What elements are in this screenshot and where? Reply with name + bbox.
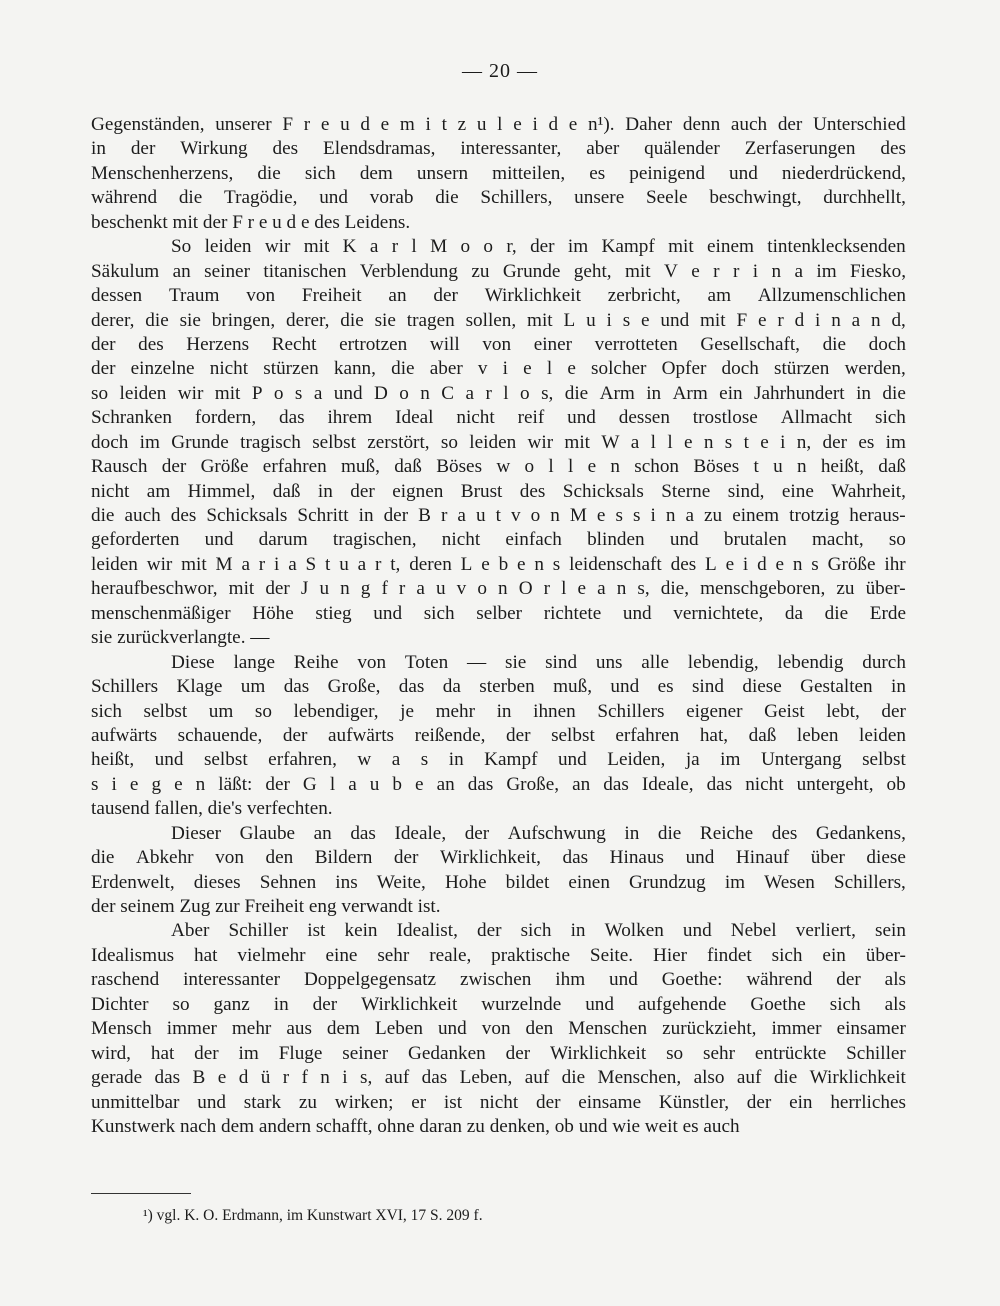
text-line: Mensch immer mehr aus dem Leben und von den Menschen zurückzieht, immer einsamer bbox=[91, 1018, 906, 1040]
text-line: nicht am Himmel, daß in der eignen Brust des Schicksals Sterne sind, eine Wahrheit, bbox=[91, 480, 906, 502]
text-line: Diese lange Reihe von Toten — sie sind uns alle lebendig, lebendig durch bbox=[171, 651, 906, 673]
text-line: beschenkt mit der F r e u d e des Leidens. bbox=[91, 211, 411, 233]
paragraph bbox=[91, 822, 906, 920]
text-line: heißt, und selbst erfahren, w a s in Kampf und Leiden, ja im Untergang selbst bbox=[91, 749, 906, 771]
text-line: in der Wirkung des Elendsdramas, interessanter, aber quälender Zerfaserungen des bbox=[91, 138, 906, 160]
text-line: Erdenwelt, dieses Sehnen ins Weite, Hohe bildet einen Grundzug im Wesen Schillers, bbox=[91, 871, 906, 893]
text-line: gerade das B e d ü r f n i s, auf das Leben, auf die Menschen, also auf die Wirklichkeit bbox=[91, 1067, 906, 1089]
text-line: Rausch der Größe erfahren muß, daß Böses w o l l e n schon Böses t u n heißt, daß bbox=[91, 456, 906, 478]
paragraph bbox=[91, 113, 906, 235]
text-line: tausend fallen, die's verfechten. bbox=[91, 798, 333, 820]
text-line: derer, die sie bringen, derer, die sie tragen sollen, mit L u i s e und mit F e r d i n a n d, bbox=[91, 309, 906, 331]
text-line: geforderten und darum tragischen, nicht einfach blinden und brutalen macht, so bbox=[91, 529, 906, 551]
text-line: Menschenherzens, die sich dem unsern mitteilen, es peinigend und niederdrückend, bbox=[91, 162, 906, 184]
text-line: doch im Grunde tragisch selbst zerstört, so leiden wir mit W a l l e n s t e i n, der es im bbox=[91, 431, 906, 453]
text-line: So leiden wir mit K a r l M o o r, der im Kampf mit einem tintenklecksenden bbox=[171, 236, 906, 258]
text-line: dessen Traum von Freiheit an der Wirklichkeit zerbricht, am Allzumenschlichen bbox=[91, 285, 906, 307]
text-line: s i e g e n läßt: der G l a u b e an das Große, an das Ideale, das nicht untergeht, ob bbox=[91, 773, 906, 795]
text-line: der seinem Zug zur Freiheit eng verwandt ist. bbox=[91, 896, 441, 917]
text-line: Aber Schiller ist kein Idealist, der sich in Wolken und Nebel verliert, sein bbox=[171, 920, 906, 942]
page-number: — 20 — bbox=[462, 60, 538, 82]
text-line: Kunstwerk nach dem andern schafft, ohne daran zu denken, ob und wie weit es auch bbox=[91, 1115, 740, 1137]
text-line: aufwärts schauende, der aufwärts reißende, der selbst erfahren hat, daß leben leiden bbox=[91, 724, 906, 746]
text-line: Schranken fordern, das ihrem Ideal nicht reif und dessen trostlose Allmacht sich bbox=[91, 407, 906, 429]
text-line: menschenmäßiger Höhe stieg und sich selber richtete und vernichtete, da die Erde bbox=[91, 602, 906, 624]
text-line: Gegenständen, unserer F r e u d e m i t z u l e i d e n¹). Daher denn auch der Unterschied bbox=[91, 114, 906, 135]
text-line: raschend interessanter Doppelgegensatz zwischen ihm und Goethe: während der als bbox=[91, 969, 906, 991]
body-text bbox=[91, 113, 906, 1139]
text-line: so leiden wir mit P o s a und D o n C a r l o s, die Arm in Arm ein Jahrhundert in die bbox=[91, 382, 906, 404]
footnote: ¹) vgl. K. O. Erdmann, im Kunstwart XVI, 17 S. 209 f. bbox=[143, 1207, 483, 1224]
text-line: sich selbst um so lebendiger, je mehr in ihnen Schillers eigener Geist lebt, der bbox=[91, 700, 906, 722]
text-line: Dichter so ganz in der Wirklichkeit wurzelnde und aufgehende Goethe sich als bbox=[91, 993, 906, 1015]
text-line: die auch des Schicksals Schritt in der B r a u t v o n M e s s i n a zu einem trotzig heraus- bbox=[91, 505, 906, 526]
text-line: heraufbeschwor, mit der J u n g f r a u v o n O r l e a n s, die, menschgeboren, zu über- bbox=[91, 578, 906, 600]
paragraph bbox=[91, 651, 906, 822]
paragraph bbox=[91, 235, 906, 650]
text-line: sie zurückverlangte. — bbox=[91, 627, 270, 649]
text-line: wird, hat der im Fluge seiner Gedanken der Wirklichkeit so sehr entrückte Schiller bbox=[91, 1042, 906, 1064]
text-line: der einzelne nicht stürzen kann, die aber v i e l e solcher Opfer doch stürzen werden, bbox=[91, 358, 906, 380]
text-line: Dieser Glaube an das Ideale, der Aufschwung in die Reiche des Gedankens, bbox=[171, 822, 906, 844]
paragraph bbox=[91, 919, 906, 1139]
text-line: Idealismus hat vielmehr eine sehr reale, praktische Seite. Hier findet sich ein über- bbox=[91, 944, 906, 966]
text-line: unmittelbar und stark zu wirken; er ist nicht der einsame Künstler, der ein herrliches bbox=[91, 1091, 906, 1113]
text-line: die Abkehr von den Bildern der Wirklichkeit, das Hinaus und Hinauf über diese bbox=[91, 847, 906, 869]
text-line: Schillers Klage um das Große, das da sterben muß, und es sind diese Gestalten in bbox=[91, 676, 906, 698]
text-line: leiden wir mit M a r i a S t u a r t, deren L e b e n s leidenschaft des L e i d e n s Größe ihr bbox=[91, 553, 906, 575]
text-line: Säkulum an seiner titanischen Verblendung zu Grunde geht, mit V e r r i n a im Fiesko, bbox=[91, 260, 906, 282]
text-line: während die Tragödie, und vorab die Schillers, unsere Seele beschwingt, durchhellt, bbox=[91, 187, 906, 209]
text-line: der des Herzens Recht ertrotzen will von einer verrotteten Gesellschaft, die doch bbox=[91, 333, 906, 355]
footnote-divider bbox=[91, 1193, 191, 1194]
